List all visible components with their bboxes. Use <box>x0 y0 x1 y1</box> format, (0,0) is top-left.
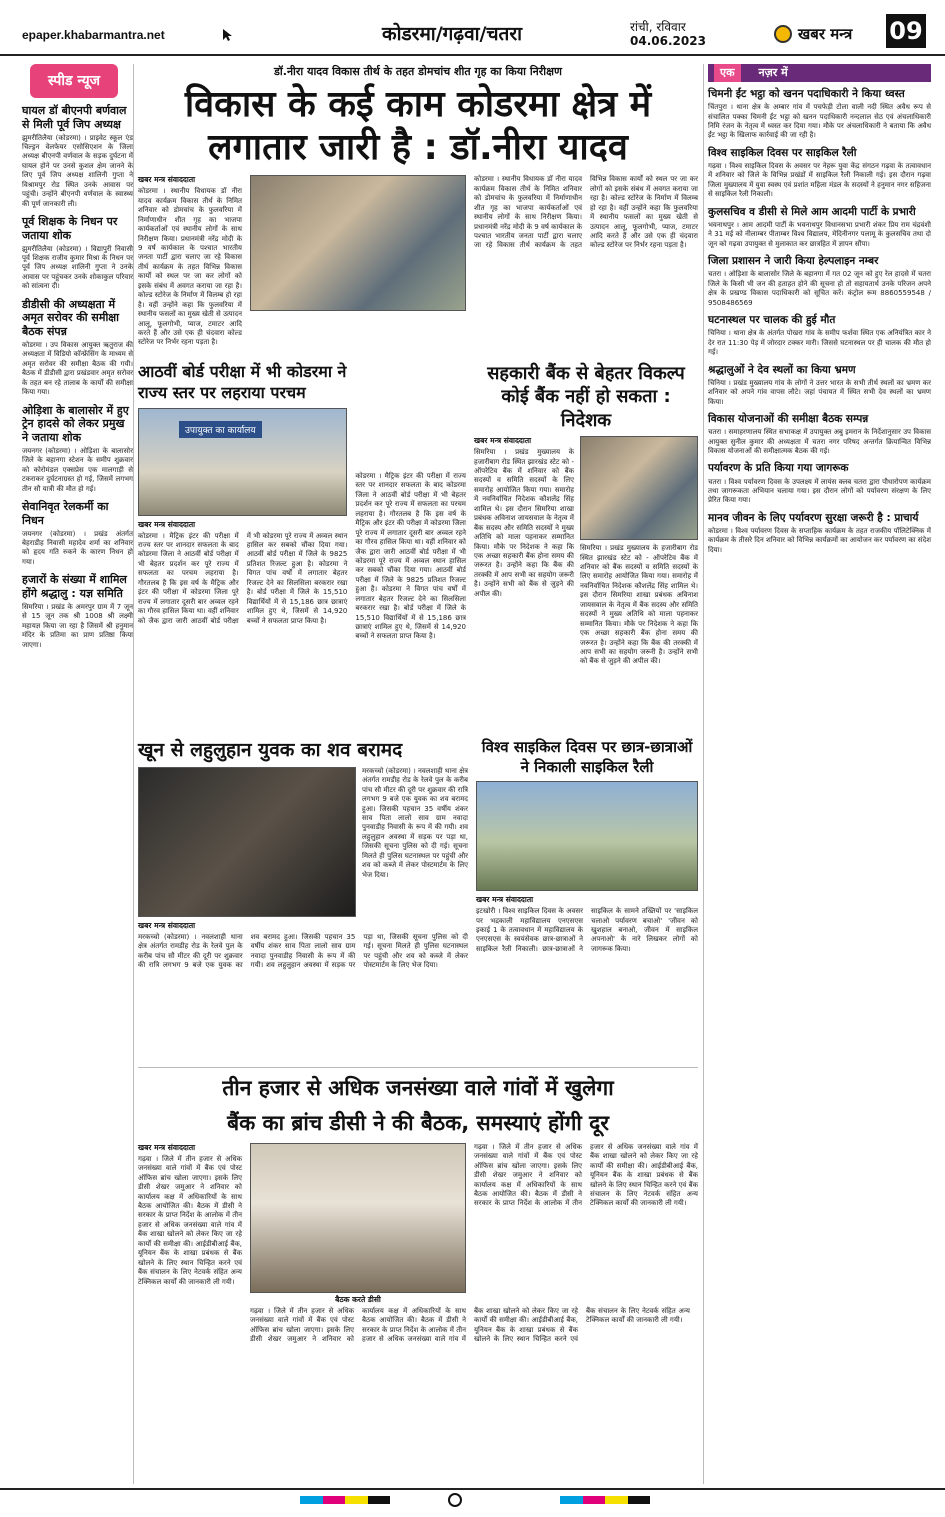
cooperative-bank-byline: खबर मन्त्र संवाददाता <box>474 436 532 446</box>
left-story-body: सिमरिया । प्रखंड के अमरपुर ग्राम में 7 जून से 15 जून तक श्री 1008 श्री लक्ष्मी महायज्ञ किया जा रहा है जिसमें श्री हनुमान मंदिर के प्रतिमा का प्राण प्रतिष्ठा किया जाएगा। <box>22 602 133 649</box>
cooperative-bank-photo <box>580 436 698 540</box>
meeting-photo <box>250 1143 466 1293</box>
bank-branch-story <box>138 1067 698 1355</box>
lead-byline: खबर मन्त्र संवाददाता <box>138 175 196 185</box>
cycle-rally-body: इटखोरी । विश्व साइकिल दिवस के अवसर पर भद्रकाली महाविद्यालय एनएसएस इकाई 1 के तत्वावधान में महाविद्यालय के एनएसएस के स्वयंसेवक छात्र-छात्राओं ने साइकिल रैली निकाली। छात्र-छात्राओं ने साइकिल के सामने तख्तियों पर 'साइकिल चलाओ पर्यावरण बचाओ' 'जीवन को खुशहाल बनाओ, जीवन में साइकिल अपनाओ' के नारे लिखकर लोगों को जागरूक किया। <box>476 907 698 953</box>
lead-photo <box>250 175 466 311</box>
logo-mark-icon <box>774 25 792 43</box>
right-story-headline: कुलसचिव व डीसी से मिले आम आदमी पार्टी के प्रभारी <box>708 205 916 218</box>
left-story-body: झुमरीतिलैया (कोडरमा) । विद्यापुरी निवासी पूर्व शिक्षक राजीव कुमार मिश्रा के निधन पर पूर्व जिप अध्यक्ष शालिनी गुप्ता ने उनके आवास पर पहुंचकर उनके शोकाकुल परिवार को सांत्वना दी। <box>22 244 133 291</box>
left-story-headline: डीडीसी की अध्यक्षता में अमृत सरोवर की समीक्षा बैठक संपन्न <box>22 297 120 339</box>
left-story <box>22 404 133 494</box>
office-photo <box>138 408 347 516</box>
bank-branch-body-continued: गढ़वा । जिले में तीन हजार से अधिक जनसंख्या वाले गांवों में बैंक एवं पोस्ट ऑफिस ब्रांच खोला जाएगा। इसके लिए डीसी शेखर जमुआर ने शनिवार को कार्यालय कक्ष में अधिकारियों के साथ बैठक आयोजित की। बैठक में डीसी ने सरकार के प्राप्त निर्देश के आलोक में तीन हजार से अधिक जनसंख्या वाले गांव में बैंक शाखा खोलने को लेकर किए जा रहे कार्यों की समीक्षा की। आईडीबीआई बैंक, यूनियन बैंक के शाखा प्रबंधक से बैंक खोलने के लिए स्थान चिन्हित करने एवं बैंक संचालन के लिए नेटवर्क संहित अन्य टेक्निकल कार्यों की जानकारी ली गयी। <box>250 1306 690 1344</box>
board-exam-body-continued: कोडरमा । मैट्रिक इंटर की परीक्षा में राज्य स्तर पर शानदार सफलता के बाद कोडरमा जिला ने आठवीं बोर्ड परीक्षा में भी बेहतर प्रदर्शन कर पूरे राज्य में सफलता का परचम लहराया है। गौरतलब है कि इस वर्ष के मैट्रिक और इंटर की परीक्षा में कोडरमा जिला पूरे राज्य में लगातार दूसरी बार अव्वल रहने का गौरव हासिल किया था। वहीं शनिवार को जैक द्वारा जारी आठवीं बोर्ड परीक्षा में भी कोडरमा पूरे राज्य में अव्वल स्थान हासिल कर सबको चौंका दिया गया। आठवीं बोर्ड परीक्षा में जिले के 9825 प्रतिशत रिजल्ट हुआ है। कोडरमा ने विगत पांच वर्षों में लगातार बेहतर रिजल्ट देने का सिलसिला बरकरार रखा है। बोर्ड परीक्षा में जिले के 15,510 विद्यार्थियों में से 15,186 छात्र छात्राएं शामिल हुए थे, जिसमें से 14,920 बच्चों ने सफलता प्राप्त किया है। <box>355 472 466 641</box>
color-registration-strip <box>560 1496 650 1504</box>
right-story-headline: चिमनी ईंट भट्ठा को खनन पदाधिकारी ने किया ध्वस्त <box>708 88 905 100</box>
murder-body-side: मरकच्चो (कोडरमा) । नवलशाही थाना क्षेत्र अंतर्गत रामडीह रोड के रेलवे पुल के करीब पांच सौ मीटर की दूरी पर शुक्रवार की रात्रि लगभग 9 बजे एक युवक का शव बरामद हुआ। जिसकी पहचान 35 वर्षीय शंकर साव पिता लालो साव ग्राम नवादा पुनवाडीह निवासी के रूप में की गयी। शव लहुलुहान अवस्था में सड़क पर पड़ा था, जिसकी सूचना पुलिस को दी गई। सूचना मिलते ही पुलिस घटनास्थल पर पहुंची और शव को कब्जे में लेकर पोस्टमार्टम के लिए भेज दिया। <box>362 766 468 879</box>
right-story <box>708 512 931 555</box>
left-story <box>22 298 133 398</box>
cooperative-bank-body: सिमरिया । प्रखंड मुख्यालय के हजारीबाग रोड स्थित झारखंड स्टेट को - ऑपरेटिव बैंक में शनिवार को बैंक सदस्यों व समिति सदस्यों के लिए समारोह आयोजित किया गया। समारोह में नवनिर्वाचित निदेशक कौशलेंद्र सिंह शामिल थे। इस दौरान सिमरिया शाखा प्रबंधक अविनाश जायसवाल के नेतृत्व में बैंक सदस्य और समिति सदस्यों ने मुख्य अतिथि को माला पहनाकर सम्मानित किया। मौके पर निदेशक ने कहा कि एक अच्छा सहकारी बैंक होना समय की जरूरत है। उन्होंने कहा कि बैंक की तरक्की में आप सभी का सहयोग जरूरी है। उन्होंने सभी को बैंक से जुड़ने की अपील की। <box>474 448 574 598</box>
at-a-glance-column <box>703 64 931 1484</box>
issue-date: 04.06.2023 <box>630 34 706 48</box>
site-url[interactable]: epaper.khabarmantra.net <box>22 28 165 42</box>
left-story <box>22 104 133 209</box>
cooperative-bank-body-continued: सिमरिया । प्रखंड मुख्यालय के हजारीबाग रोड स्थित झारखंड स्टेट को - ऑपरेटिव बैंक में शनिवार को बैंक सदस्यों व समिति सदस्यों के लिए समारोह आयोजित किया गया। समारोह में नवनिर्वाचित निदेशक कौशलेंद्र सिंह शामिल थे। इस दौरान सिमरिया शाखा प्रबंधक अविनाश जायसवाल के नेतृत्व में बैंक सदस्य और समिति सदस्यों ने मुख्य अतिथि को माला पहनाकर सम्मानित किया। मौके पर निदेशक ने कहा कि एक अच्छा सहकारी बैंक होना समय की जरूरत है। उन्होंने कहा कि बैंक की तरक्की में आप सभी का सहयोग जरूरी है। उन्होंने सभी को बैंक से जुड़ने की अपील की। <box>580 544 698 666</box>
cycle-rally-headline: विश्व साइकिल दिवस पर छात्र-छात्राओं ने निकाली साइकिल रैली <box>481 738 693 776</box>
right-story-body: चिंतपुरा । थाना क्षेत्र के अम्बार गांव में पचफेड़ी टोला वाली नदी स्थित अवैध रूप से संचालित पक्का चिमनी ईंट भट्ठा को खनन पदाधिकारी नन्दलाल सेठ एवं अंचलाधिकारी निमि रंजन के नेतृत्व में ध्वस्त कर दिया गया। मौके पर अंचलाधिकारी ने बताया कि अवैध ईंट भट्ठा के खिलाफ कार्रवाई की जा रही है। <box>708 103 931 140</box>
board-exam-story <box>138 362 347 728</box>
lead-body-continued: कोडरमा । स्थानीय विधायक डॉ नीरा यादव कार्यक्रम विकास तीर्थ के निमित शनिवार को डोमचांच के फुलवरिया में निर्माणाधीन शीत गृह का भाजपा कार्यकर्ताओं एवं स्थानीय लोगों के साथ निरीक्षण किया। प्रधानमंत्री नरेंद्र मोदी के 9 वर्ष कार्यकाल के पश्चात भारतीय जनता पार्टी द्वारा चलाए जा रहे विकास तीर्थ कार्यक्रम के तहत विभिन्न विकास कार्यों को स्थल पर जा कर लोगों को इसके संबंध में अवगत कराया जा रहा है। कोल्ड स्टोरेज के निर्माण में विलम्ब हो रहा है। वहीं उन्होंने कहा कि फुलवरिया में स्थानीय फसलों का मुख्य खेती से उत्पादन आलू, फूलगोभी, प्याज, टमाटर आदि करते हैं और उसे एक ही चंदवारा कोल्ड स्टोरेज पर निर्भर रहना पड़ता है। <box>474 175 698 250</box>
right-story-headline: विश्व साइकिल दिवस पर साइकिल रैली <box>708 146 857 159</box>
lead-headline: विकास के कई काम कोडरमा क्षेत्र में लगातार जारी है : डॉ.नीरा यादव <box>184 84 652 169</box>
right-story-body: चिनिया । प्रखंड मुख्यालय गांव के लोगों ने उत्तर भारत के सभी तीर्थ स्थलों का भ्रमण कर शनिवार को अपने गांव वापस लौटे। जहां पंचायत में स्थित सभी देव स्थलों का भ्रमण किया। <box>708 378 931 406</box>
murder-story <box>138 738 468 1057</box>
board-exam-body: कोडरमा । मैट्रिक इंटर की परीक्षा में राज्य स्तर पर शानदार सफलता के बाद कोडरमा जिला ने आठवीं बोर्ड परीक्षा में भी बेहतर प्रदर्शन कर पूरे राज्य में सफलता का परचम लहराया है। गौरतलब है कि इस वर्ष के मैट्रिक और इंटर की परीक्षा में कोडरमा जिला पूरे राज्य में लगातार दूसरी बार अव्वल रहने का गौरव हासिल किया था। वहीं शनिवार को जैक द्वारा जारी आठवीं बोर्ड परीक्षा में भी कोडरमा पूरे राज्य में अव्वल स्थान हासिल कर सबको चौंका दिया गया। आठवीं बोर्ड परीक्षा में जिले के 9825 प्रतिशत रिजल्ट हुआ है। कोडरमा ने विगत पांच वर्षों में लगातार बेहतर रिजल्ट देने का सिलसिला बरकरार रखा है। बोर्ड परीक्षा में जिले के 15,510 विद्यार्थियों में से 15,186 छात्र छात्राएं शामिल हुए थे, जिसमें से 14,920 बच्चों ने सफलता प्राप्त किया है। <box>138 531 348 625</box>
bank-branch-body: गढ़वा । जिले में तीन हजार से अधिक जनसंख्या वाले गांवों में बैंक एवं पोस्ट ऑफिस ब्रांच खोला जाएगा। इसके लिए डीसी शेखर जमुआर ने शनिवार को कार्यालय कक्ष में अधिकारियों के साथ बैठक आयोजित की। बैठक में डीसी ने सरकार के प्राप्त निर्देश के आलोक में तीन हजार से अधिक जनसंख्या वाले गांव में बैंक शाखा खोलने को लेकर किए जा रहे कार्यों की समीक्षा की। आईडीबीआई बैंक, यूनियन बैंक के शाखा प्रबंधक से बैंक खोलने के लिए स्थान चिन्हित करने एवं बैंक संचालन के लिए नेटवर्क संहित अन्य टेक्निकल कार्यों की जानकारी ली गयी। <box>138 1154 242 1286</box>
right-story-body: चतरा । समाहरणालय स्थित सभाकक्ष में उपायुक्त अबु इमरान के निर्देशानुसार उप विकास आयुक्त सुनील कुमार की अध्यक्षता में चतरा नगर परिषद अन्तर्गत क्रियान्वित विभिन्न विकास योजनाओं की समीक्षात्मक बैठक की गई। <box>708 428 931 455</box>
speed-news-column <box>22 64 134 1484</box>
cooperative-bank-story <box>474 362 698 728</box>
left-story-headline: घायल डॉ बीएनपी बर्णवाल से मिली पूर्व जिप अध्यक्ष <box>22 104 127 131</box>
speed-news-badge: स्पीड न्यूज <box>30 64 118 98</box>
right-story <box>708 314 931 357</box>
page-footer <box>0 1488 945 1510</box>
murder-photo <box>138 767 356 917</box>
right-story-headline: पर्यावरण के प्रति किया गया जागरूक <box>708 462 849 475</box>
bank-branch-body-right: गढ़वा । जिले में तीन हजार से अधिक जनसंख्या वाले गांवों में बैंक एवं पोस्ट ऑफिस ब्रांच खोला जाएगा। इसके लिए डीसी शेखर जमुआर ने शनिवार को कार्यालय कक्ष में अधिकारियों के साथ बैठक आयोजित की। बैठक में डीसी ने सरकार के प्राप्त निर्देश के आलोक में तीन हजार से अधिक जनसंख्या वाले गांव में बैंक शाखा खोलने को लेकर किए जा रहे कार्यों की समीक्षा की। आईडीबीआई बैंक, यूनियन बैंक के शाखा प्रबंधक से बैंक खोलने के लिए स्थान चिन्हित करने एवं बैंक संचालन के लिए नेटवर्क संहित अन्य टेक्निकल कार्यों की जानकारी ली गयी। <box>474 1142 698 1208</box>
left-story-headline: ओड़िशा के बालासोर में हुए ट्रेन हादसे को लेकर प्रमुख ने जताया शोक <box>22 403 129 445</box>
right-story <box>708 206 931 249</box>
right-story <box>708 364 931 407</box>
right-story <box>708 147 931 200</box>
left-story <box>22 573 133 650</box>
at-a-glance-title: नज़र में <box>758 66 788 79</box>
left-story-body: झुमरीतिलैया (कोडरमा) । प्राइवेट स्कूल एंड चिल्ड्रन वेलफेयर एसोसिएशन के जिला अध्यक्ष बीएनपी वर्णवाल के सड़क दुर्घटना में घायल होने पर उनसे कुशल क्षेम जानने के लिए पूर्व जिप अध्यक्ष शालिनी गुप्ता ने विश्रामपुर रोड स्थित उनके आवास पर पहुंची। उन्होंने बीएनपी वर्णवाल के स्वास्थ्य की पूर्ण जानकारी ली। <box>22 133 133 208</box>
murder-byline: खबर मन्त्र संवाददाता <box>138 920 196 930</box>
right-story-headline: मानव जीवन के लिए पर्यावरण सुरक्षा जरूरी है : प्राचार्य <box>708 511 919 524</box>
cooperative-bank-headline: सहकारी बैंक से बेहतर विकल्प कोई बैंक नहीं हो सकता : निदेशक <box>487 363 685 431</box>
board-exam-body-wide <box>355 362 466 728</box>
main-news-area <box>138 64 698 1484</box>
section-title: कोडरमा/गढ़वा/चतरा <box>382 23 523 45</box>
registration-mark-icon <box>448 1493 462 1507</box>
murder-headline: खून से लहुलुहान युवक का शव बरामद <box>138 739 403 762</box>
cycle-rally-byline: खबर मन्त्र संवाददाता <box>476 895 534 905</box>
bank-branch-headline-2: बैंक का ब्रांच डीसी ने की बैठक, समस्याएं होंगी दूर <box>227 1110 609 1135</box>
right-story-headline: जिला प्रशासन ने जारी किया हेल्पलाइन नम्बर <box>708 255 879 268</box>
color-registration-strip <box>300 1496 390 1504</box>
newspaper-logo <box>768 22 858 46</box>
right-story <box>708 255 931 308</box>
at-a-glance-bar <box>708 64 931 82</box>
right-story <box>708 462 931 505</box>
right-story-body: चतरा । विश्व पर्यावरण दिवस के उपलक्ष्य में लायंस क्लब चतरा द्वारा पौधारोपण कार्यक्रम तथा जागरूकता अभियान चलाया गया। इस दौरान लोगों को पर्यावरण संरक्षण के लिए प्रेरित किया गया। <box>708 477 931 505</box>
left-story-headline: सेवानिवृत रेलकर्मी का निधन <box>22 500 109 527</box>
lead-kicker: डॉ.नीरा यादव विकास तीर्थ के तहत डोमचांच शीत गृह का किया निरीक्षण <box>274 65 562 78</box>
board-exam-headline: आठवीं बोर्ड परीक्षा में भी कोडरमा ने राज्य स्तर पर लहराया परचम <box>138 362 347 402</box>
right-story-body: कोडरमा । विश्व पर्यावरण दिवस के सप्ताहिक कार्यक्रम के तहत राजकीय पॉलिटेक्निक में कार्यक्रम के तीसरे दिन शनिवार को विभिन्न कार्यक्रमों का आयोजन कर पर्यावरण का संदेश दिया। <box>708 526 931 554</box>
bank-branch-headline-1: तीन हजार से अधिक जनसंख्या वाले गांवों में खुलेगा <box>222 1076 614 1101</box>
left-story <box>22 500 133 567</box>
left-story-body: कोडरमा । उप विकास आयुक्त ऋतुराज की अध्यक्षता में विडियो कॉन्फ्रेंसिंग के माध्यम से अमृत सरोवर की समीक्षा बैठक की गयी। बैठक में डीडीसी द्वारा प्रखंडवार अमृत सरोवर के तहत बन रहे तालाब के कार्यों की समीक्षा किया गया। <box>22 340 133 397</box>
masthead <box>0 0 945 56</box>
right-story-headline: विकास योजनाओं की समीक्षा बैठक सम्पन्न <box>708 412 869 425</box>
lead-story <box>138 64 698 358</box>
right-story-body: चतरा । ओड़िशा के बालासोर जिले के बहानगा में गत 02 जून को हुए रेल हादसे में चतरा जिले के किसी भी जन की हताहत होने की सूचना हो तो सहायतार्थ उनके परिजन अपने क्षेत्र के प्रखण्ड विकास पदाधिकारी को सूचित करें। कंट्रोल रूम 8860559548 / 9508486569 <box>708 270 931 307</box>
cycle-rally-photo <box>476 781 698 891</box>
cycle-rally-story <box>476 738 698 1057</box>
cursor-icon <box>222 28 234 42</box>
left-story-headline: पूर्व शिक्षक के निधन पर जताया शोक <box>22 215 118 242</box>
bank-branch-byline: खबर मन्त्र संवाददाता <box>138 1142 196 1152</box>
logo-text: खबर मन्त्र <box>798 25 853 43</box>
meeting-photo-caption: बैठक करते डीसी <box>335 1294 381 1304</box>
left-story-body: जयनगर (कोडरमा) । प्रखंड अंतर्गत बेहराडीह निवासी महादेव शर्मा का शनिवार को हृदय गति रुकने के कारण निधन हो गया। <box>22 529 133 566</box>
left-story-headline: हजारों के संख्या में शामिल होंगे श्रद्धालु : यज्ञ समिति <box>22 573 127 600</box>
right-story-headline: घटनास्थल पर चालक की हुई मौत <box>708 314 836 327</box>
right-story <box>708 88 931 141</box>
right-story-headline: श्रद्धालुओं ने देव स्थलों का किया भ्रमण <box>708 363 856 376</box>
board-exam-byline: खबर मन्त्र संवाददाता <box>138 519 196 529</box>
office-sign: उपायुक्त का कार्यालय <box>179 421 262 438</box>
murder-body: मरकच्चो (कोडरमा) । नवलशाही थाना क्षेत्र अंतर्गत रामडीह रोड के रेलवे पुल के करीब पांच सौ मीटर की दूरी पर शुक्रवार की रात्रि लगभग 9 बजे एक युवक का शव बरामद हुआ। जिसकी पहचान 35 वर्षीय शंकर साव पिता लालो साव ग्राम नवादा पुनवाडीह निवासी के रूप में की गयी। शव लहुलुहान अवस्था में सड़क पर पड़ा था, जिसकी सूचना पुलिस को दी गई। सूचना मिलते ही पुलिस घटनास्थल पर पहुंची और शव को कब्जे में लेकर पोस्टमार्टम के लिए भेज दिया। <box>138 932 468 970</box>
left-story <box>22 215 133 292</box>
left-story-body: जयनगर (कोडरमा) । ओड़िशा के बालासोर जिले के बहानगा स्टेशन के समीप शुक्रवार को कोरोमंडल एक्सप्रेस एक मालगाड़ी से टकराकर दुर्घटनाग्रस्त हो गई, जिसमें लगभग तीन सौ यात्री की मौत हो गई। <box>22 446 133 493</box>
place-day: रांची, रविवार <box>630 20 686 34</box>
lead-body: कोडरमा । स्थानीय विधायक डॉ नीरा यादव कार्यक्रम विकास तीर्थ के निमित शनिवार को डोमचांच के फुलवरिया में निर्माणाधीन शीत गृह का भाजपा कार्यकर्ताओं एवं स्थानीय लोगों के साथ निरीक्षण किया। प्रधानमंत्री नरेंद्र मोदी के 9 वर्ष कार्यकाल के पश्चात भारतीय जनता पार्टी द्वारा चलाए जा रहे विकास तीर्थ कार्यक्रम के तहत विभिन्न विकास कार्यों को स्थल पर जा कर लोगों को इसके संबंध में अवगत कराया जा रहा है। कोल्ड स्टोरेज के निर्माण में विलम्ब हो रहा है। वहीं उन्होंने कहा कि फुलवरिया में स्थानीय फसलों का मुख्य खेती से उत्पादन आलू, फूलगोभी, प्याज, टमाटर आदि करते हैं और उसे एक ही चंदवारा कोल्ड स्टोरेज पर निर्भर रहना पड़ता है। <box>138 187 242 347</box>
right-story-body: चिनिया । थाना क्षेत्र के अंतर्गत पोखरा गांव के समीप फर्शवा स्थित एक अनियंत्रित कार ने देर रात 11:30 पेड़ में जोरदार टक्कर मारी। जिससे घटनास्थल पर ही चालक की मौत हो गई। <box>708 329 931 357</box>
right-story-body: भवनाथपुर । आम आदमी पार्टी के भवनाथपुर विधानसभा प्रभारी शंकर प्रिय राम चंद्रवंशी ने 31 मई को नीलाम्बर पीताम्बर विश्व विद्यालय, मेदिनीनगर पलामू के कुलसचिव तथा दो जून को गढ़वा उपायुक्त से मुलाकात कर छात्रहित में ज्ञापन सौंपा। <box>708 220 931 248</box>
right-story-body: गढ़वा । विश्व साइकिल दिवस के अवसर पर नेहरू युवा केंद्र संगठन गढ़वा के तत्वावधान में शनिवार को जिले के विभिन्न प्रखंडों में साइकिल रैली निकाली गई। इस दौरान गढ़वा जिला मुख्यालय में युवा स्वस्थ एवं प्रशांत महिला मंडल के सदस्यों ने हनुमान नगर सहिजना से साइकिल रैली निकाली। <box>708 162 931 199</box>
page-number: 09 <box>886 14 926 48</box>
at-a-glance-tag: एक <box>714 64 741 82</box>
right-story <box>708 413 931 456</box>
